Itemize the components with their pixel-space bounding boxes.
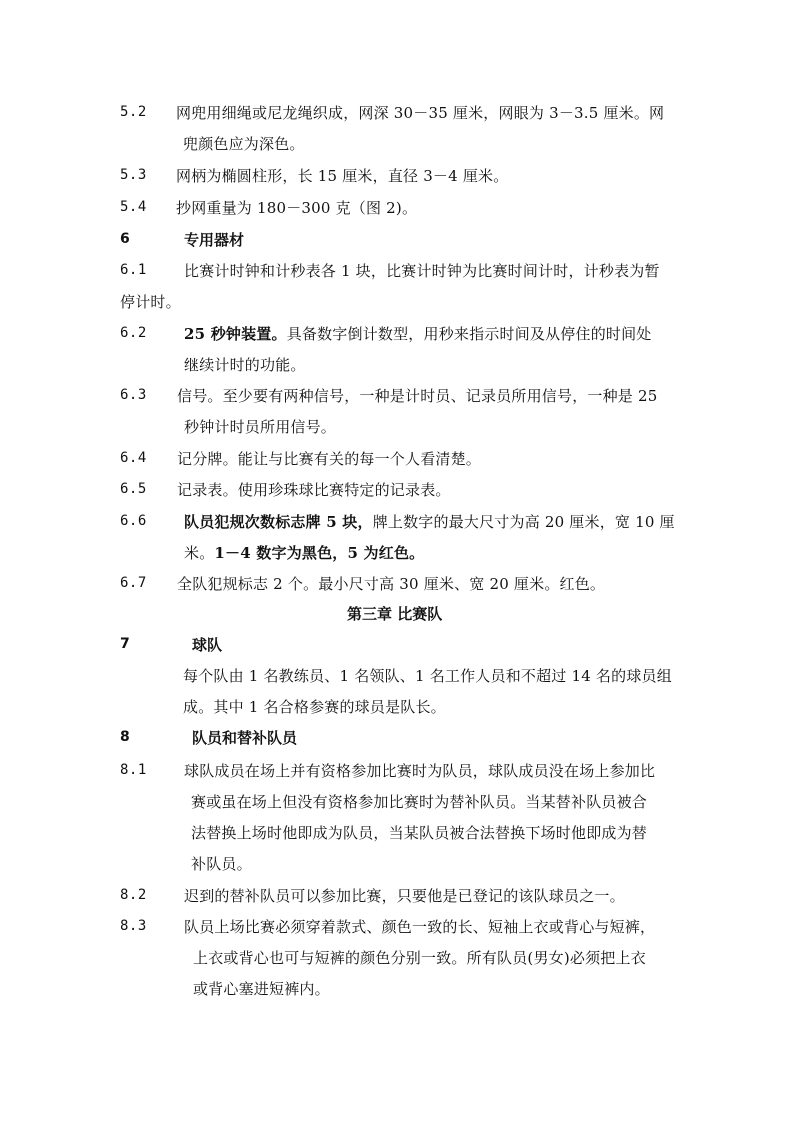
section-number-7: 7 [120, 636, 130, 652]
section-7-title: 球队 [192, 636, 223, 654]
clause-5-3-line-1: 网柄为椭圆柱形，长 15 厘米，直径 3－4 厘米。 [176, 167, 509, 185]
clause-6-6-line-1 [184, 511, 675, 532]
clause-6-2-line-1 [184, 323, 652, 344]
clause-8-3-line-2: 上衣或背心也可与短裤的颜色分别一致。所有队员(男女)必须把上衣 [193, 949, 646, 967]
section-number-6: 6 [120, 231, 130, 247]
section-7-line-1: 每个队由 1 名教练员、1 名领队、1 名工作人员和不超过 14 名的球员组 [183, 667, 672, 685]
clause-number-6-1: 6.1 [120, 262, 147, 278]
clause-8-1-line-2: 赛或虽在场上但没有资格参加比赛时为替补队员。当某替补队员被合 [191, 793, 648, 811]
clause-6-6-line-2 [184, 542, 424, 563]
clause-6-7-line-1: 全队犯规标志 2 个。最小尺寸高 30 厘米、宽 20 厘米。红色。 [177, 575, 606, 593]
clause-6-2-line-2: 继续计时的功能。 [184, 356, 306, 374]
clause-number-8-3: 8.3 [120, 918, 147, 934]
clause-5-2-line-2: 兜颜色应为深色。 [183, 135, 305, 153]
clause-8-3-line-1: 队员上场比赛必须穿着款式、颜色一致的长、短袖上衣或背心与短裤， [184, 918, 656, 936]
clause-number-6-5: 6.5 [120, 481, 147, 497]
clause-6-5-line-1: 记录表。使用珍珠球比赛特定的记录表。 [177, 481, 451, 499]
clause-number-5-2: 5.2 [120, 104, 147, 120]
section-6-title: 专用器材 [184, 231, 245, 249]
clause-6-4-line-1: 记分牌。能让与比赛有关的每一个人看清楚。 [177, 450, 482, 468]
clause-number-6-4: 6.4 [120, 450, 147, 466]
clause-6-3-line-1: 信号。至少要有两种信号，一种是计时员、记录员所用信号，一种是 25 [177, 387, 658, 405]
clause-number-6-3: 6.3 [120, 387, 147, 403]
clause-6-3-line-2: 秒钟计时员所用信号。 [184, 418, 337, 436]
section-8-title: 队员和替补队员 [192, 729, 298, 747]
section-number-8: 8 [120, 729, 130, 745]
clause-6-1-line-1: 比赛计时钟和计秒表各 1 块，比赛计时钟为比赛时间计时，计秒表为暂 [184, 262, 660, 280]
clause-number-6-7: 6.7 [120, 575, 147, 591]
clause-number-8-2: 8.2 [120, 887, 147, 903]
clause-8-1-line-4: 补队员。 [191, 855, 252, 873]
clause-number-6-6: 6.6 [120, 513, 147, 529]
section-7-line-2: 成。其中 1 名合格参赛的球员是队长。 [183, 698, 446, 716]
clause-8-3-line-3: 或背心塞进短裤内。 [193, 980, 330, 998]
chapter-3-title: 第三章 比赛队 [347, 605, 443, 623]
clause-number-5-3: 5.3 [120, 167, 147, 183]
clause-6-6-line-2-plain: 米。 [184, 544, 215, 562]
clause-5-4-line-1: 抄网重量为 180－300 克（图 2)。 [176, 199, 418, 217]
clause-6-6-bold-term: 队员犯规次数标志牌 5 块， [184, 513, 373, 531]
clause-5-2-line-1: 网兜用细绳或尼龙绳织成，网深 30－35 厘米，网眼为 3－3.5 厘米。网 [176, 104, 665, 122]
clause-6-6-line-2-bold: 1－4 数字为黑色，5 为红色。 [214, 544, 425, 562]
clause-6-1-line-2: 停计时。 [120, 293, 181, 311]
clause-number-8-1: 8.1 [120, 762, 147, 778]
clause-number-5-4: 5.4 [120, 199, 147, 215]
clause-6-2-bold-term: 25 秒钟装置。 [184, 325, 287, 343]
clause-6-6-line-1-rest: 牌上数字的最大尺寸为高 20 厘米，宽 10 厘 [372, 513, 675, 531]
clause-number-6-2: 6.2 [120, 325, 147, 341]
clause-8-2-line-1: 迟到的替补队员可以参加比赛，只要他是已登记的该队球员之一。 [184, 887, 625, 905]
clause-8-1-line-3: 法替换上场时他即成为队员，当某队员被合法替换下场时他即成为替 [191, 824, 648, 842]
clause-8-1-line-1: 球队成员在场上并有资格参加比赛时为队员，球队成员没在场上参加比 [184, 762, 656, 780]
clause-6-2-line-1-rest: 具备数字倒计数型，用秒来指示时间及从停住的时间处 [286, 325, 652, 343]
